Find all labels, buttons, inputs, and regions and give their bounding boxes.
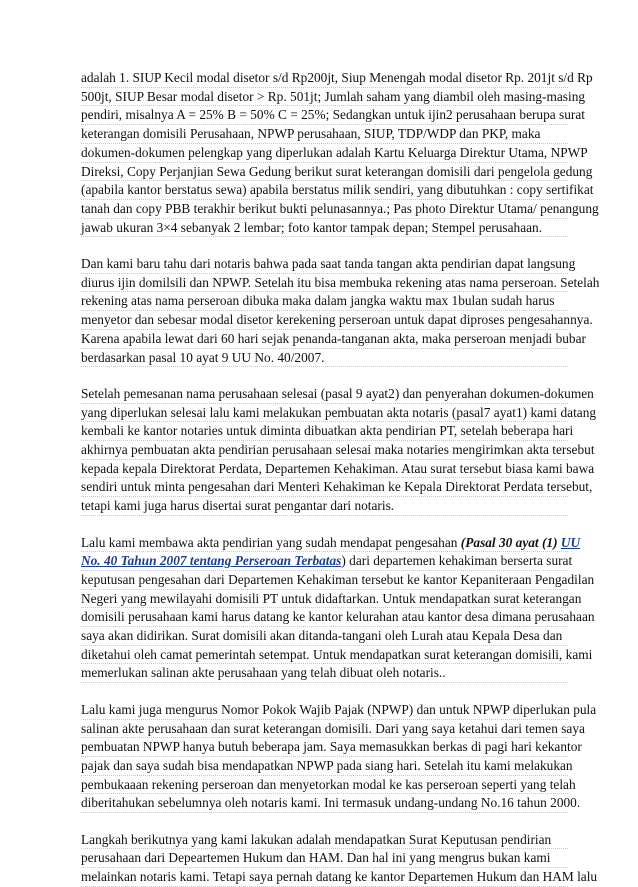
text-line: Langkah berikutnya yang kami lakukan adalah mendapatkan Surat Keputusan pendirian <box>81 831 568 850</box>
text-line: yang diperlukan selesai lalu kami melakukan pembuatan akta notaris (pasal7 ayat1) kami datang <box>81 404 568 423</box>
text-line: dokumen-dokumen pelengkap yang diperlukan adalah Kartu Keluarga Direktur Utama, NPWP <box>81 144 568 163</box>
paragraph-notary-info <box>81 255 600 367</box>
text-line: pajak dan saya sudah bisa mendapatkan NPWP pada siang hari. Setelah itu kami melakukan <box>81 757 568 776</box>
citation-text: (Pasal 30 ayat (1) <box>460 534 561 550</box>
text-line-with-citation <box>81 534 581 553</box>
text-line: akhirnya pembuatan akta pendirian perusahaan selesai maka notaries mengirimkan akta tersebut <box>81 441 568 460</box>
text-line: berdasarkan pasal 10 ayat 9 UU No. 40/2007. <box>81 349 568 368</box>
paragraph-requirements <box>81 69 599 237</box>
text-line: menyetor dan sebesar modal disetor kerekening perseroan untuk dapat diproses pengesahannya. <box>81 311 568 330</box>
paragraph-next-step <box>81 831 598 887</box>
text-line: kembali ke kantor notaries untuk diminta dibuatkan akta pendirian PT, setelah beberapa hari <box>81 422 568 441</box>
text-line: 500jt, SIUP Besar modal disetor > Rp. 501jt; Jumlah saham yang diambil oleh masing-masing <box>81 88 568 107</box>
text-line: keterangan domisili Perusahaan, NPWP perusahaan, SIUP, TDP/WDP dan PKP, maka <box>81 125 568 144</box>
paragraph-deed-process <box>81 385 597 516</box>
text-line: Setelah pemesanan nama perusahaan selesai (pasal 9 ayat2) dan penyerahan dokumen-dokumen <box>81 385 568 404</box>
text-line: rekening atas nama perseroan dibuka maka dalam jangka waktu max 1bulan sudah harus <box>81 292 568 311</box>
text-line: diurus ijin domilsili dan NPWP. Setelah itu bisa membuka rekening atas nama perseroan. Setelah <box>81 274 568 293</box>
law-link-part-2[interactable]: No. 40 Tahun 2007 tentang Perseroan Terbatas <box>81 553 342 569</box>
law-link-part-1[interactable]: UU <box>560 534 581 550</box>
text-line: diberitahukan sebelumnya oleh notaris kami. Ini termasuk undang-undang No.16 tahun 2000. <box>81 794 568 813</box>
text-line: sendiri untuk minta pengesahan dari Menteri Kehakiman ke Kepala Direktorat Perdata tersebut, <box>81 478 568 497</box>
text-line: salinan akte perusahaan dan surat keterangan domisili. Dari yang saya ketahui dari temen saya <box>81 720 568 739</box>
paragraph-npwp <box>81 701 597 813</box>
paragraph-registration <box>81 534 595 684</box>
citation-lead-text: Lalu kami membawa akta pendirian yang sudah mendapat pengesahan <box>81 534 461 550</box>
text-line: pembukaaan rekening perseroan dan menyetorkan modal ke kas perseroan seperti yang telah <box>81 776 568 795</box>
text-line: Direksi, Copy Perjanjian Sewa Gedung berikut surat keterangan domisili dari pengelola gedung <box>81 163 568 182</box>
text-line: kepada kepala Direktorat Perdata, Departemen Kehakiman. Atau surat tersebut biasa kami bawa <box>81 460 568 479</box>
text-line: diketahui oleh camat pemerintah setempat. Untuk mendapatkan surat keterangan domisili, kami <box>81 646 568 665</box>
text-line: (apabila kantor berstatus sewa) apabila berstatus milik sendiri, yang dibutuhkan : copy sertifikat <box>81 181 568 200</box>
text-line-with-link <box>81 552 573 571</box>
text-line: jawab ukuran 3×4 sebanyak 2 lembar; foto kantor tampak depan; Stempel perusahaan. <box>81 219 568 238</box>
text-line: perusahaan dari Depeartemen Hukum dan HAM. Dan hal ini yang mengrus bukan kami <box>81 849 568 868</box>
text-line: Dan kami baru tahu dari notaris bahwa pada saat tanda tangan akta pendirian dapat langsung <box>81 255 568 274</box>
text-line: saya akan didirikan. Surat domisili akan ditanda-tangani oleh Lurah atau Kepala Desa dan <box>81 627 568 646</box>
text-line: Negeri yang mewilayahi domisili PT untuk didaftarkan. Untuk mendapatkan surat keterangan <box>81 590 568 609</box>
text-line: pendiri, misalnya A = 25% B = 50% C = 25%; Sedangkan untuk ijin2 perusahaan berupa surat <box>81 106 568 125</box>
text-line: Karena apabila lewat dari 60 hari sejak penanda-tanganan akta, maka perseroan menjadi bubar <box>81 330 568 349</box>
text-line: tanah dan copy PBB terakhir berikut bukti pelunasannya.; Pas photo Direktur Utama/ penangung <box>81 200 568 219</box>
text-line: pembuatan NPWP hanya butuh beberapa jam. Saya memasukkan berkas di pagi hari kekantor <box>81 738 568 757</box>
link-trailing-text: ) dari departemen kehakiman berserta surat <box>341 553 573 569</box>
text-line: keputusan pengesahan dari Departemen Kehakiman tersebut ke kantor Kepaniteraan Pengadilan <box>81 571 568 590</box>
text-line: melainkan notaris kami. Tetapi saya pernah datang ke kantor Departemen Hukum dan HAM lalu <box>81 868 568 887</box>
text-line: Lalu kami juga mengurus Nomor Pokok Wajib Pajak (NPWP) dan untuk NPWP diperlukan pula <box>81 701 568 720</box>
text-line: adalah 1. SIUP Kecil modal disetor s/d Rp200jt, Siup Menengah modal disetor Rp. 201jt s/d Rp <box>81 69 568 88</box>
text-line: domisili perusahaan kami harus datang ke kantor kelurahan atau kantor desa dimana perusahaan <box>81 608 568 627</box>
text-line: memerlukan salinan akte perusahaan yang telah dibuat oleh notaris.. <box>81 664 568 683</box>
text-line: tetapi kami juga harus disertai surat pengantar dari notaris. <box>81 497 568 516</box>
